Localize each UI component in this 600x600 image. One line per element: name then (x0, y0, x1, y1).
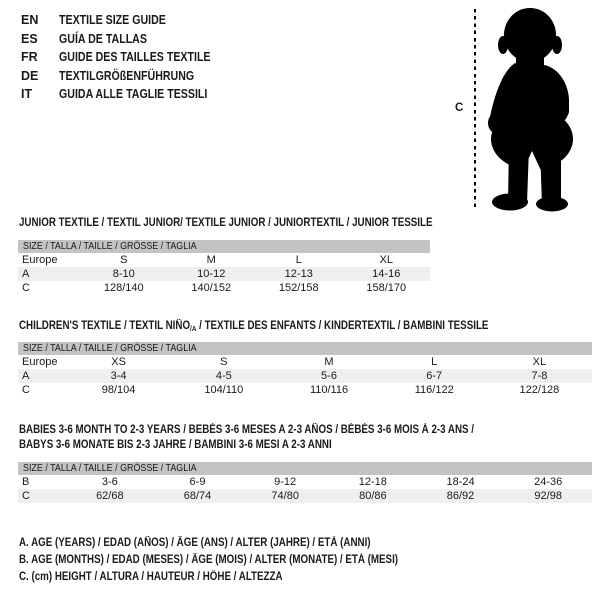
size-header-bar (18, 240, 430, 253)
babies-table-title (19, 423, 554, 453)
size-header-label: SIZE / TALLA / TAILLE / GRÖSSE / TAGLIA (23, 342, 197, 354)
row-label: B (22, 476, 30, 488)
legend-text: B. AGE (MONTHS) / EDAD (MESES) / ÂGE (MOIS) / ALTER (MONATE) / ETÀ (MESI) (19, 554, 399, 566)
table-row-age (18, 369, 592, 383)
size-header-label: SIZE / TALLA / TAILLE / GRÖSSE / TAGLIA (23, 240, 197, 252)
language-code: FR (21, 50, 38, 65)
table-row-height (18, 383, 592, 397)
height-cell: 140/152 (191, 282, 232, 294)
babies-table-title-line2: BABYS 3-6 MONATE BIS 2-3 JAHRE / BAMBINI 3-6 MESI A 2-3 ANNI (19, 439, 332, 451)
table-row-age (18, 267, 430, 281)
size-header-bar (18, 342, 592, 355)
language-label: GUIDE DES TAILLES TEXTILE (59, 50, 211, 65)
row-label: Europe (22, 356, 58, 368)
size-cell: M (324, 356, 334, 368)
row-label: C (22, 384, 30, 396)
title-part: / TEXTILE DES ENFANTS / KINDERTEXTIL / BAMBINI TESSILE (196, 320, 489, 332)
age-cell: 7-8 (531, 370, 548, 382)
table-row-europe (18, 355, 592, 369)
junior-table-title (19, 216, 505, 231)
legend-line-age-years (19, 535, 465, 552)
baby-toddler-silhouette-icon (483, 5, 579, 212)
children-table-title-text (19, 319, 488, 336)
language-row-fr (21, 48, 237, 67)
babies-size-table (18, 462, 592, 503)
legend-text: A. AGE (YEARS) / EDAD (AÑOS) / ÂGE (ANS) / ALTER (JAHRE) / ETÀ (ANNI) (19, 537, 371, 549)
size-header-label: SIZE / TALLA / TAILLE / GRÖSSE / TAGLIA (23, 462, 197, 474)
height-cell: 98/104 (101, 384, 136, 396)
row-label: Europe (22, 254, 58, 266)
height-cell: 62/68 (96, 490, 124, 502)
age-cell: 5-6 (321, 370, 337, 382)
height-cell: 104/110 (204, 384, 244, 396)
language-code: DE (21, 68, 39, 83)
language-label: GUÍA DE TALLAS (59, 31, 147, 46)
table-row-age-months (18, 475, 592, 489)
height-marker-dashed-line (474, 9, 476, 207)
title-part: CHILDREN'S TEXTILE / TEXTIL NIÑO (19, 320, 191, 332)
size-cell: S (120, 254, 128, 266)
children-table-title (19, 319, 571, 336)
babies-table-title-line1: BABIES 3-6 MONTH TO 2-3 YEARS / BEBÉS 3-6 MESES A 2-3 AÑOS / BÉBÉS 3-6 MOIS À 2-3 ANS / (19, 424, 475, 436)
age-cell: 6-7 (426, 370, 443, 382)
age-cell: 3-4 (110, 370, 127, 382)
language-code: ES (21, 31, 38, 46)
height-cell: 152/158 (278, 282, 319, 294)
table-row-height (18, 489, 592, 503)
age-cell: 24-36 (534, 476, 563, 488)
age-cell: 8-10 (112, 268, 135, 280)
age-cell: 12-13 (284, 268, 313, 280)
language-label: TEXTILE SIZE GUIDE (59, 13, 166, 28)
language-row-es (21, 30, 237, 49)
age-cell: 18-24 (446, 476, 475, 488)
height-cell: 86/92 (446, 490, 475, 502)
language-code: EN (21, 13, 39, 28)
size-cell: XS (111, 356, 126, 368)
size-cell: S (220, 356, 228, 368)
age-cell: 3-6 (101, 476, 118, 488)
size-cell: XL (532, 356, 547, 368)
legend-line-age-months (19, 552, 465, 569)
height-cell: 68/74 (183, 490, 212, 502)
language-code: IT (21, 87, 33, 102)
children-size-table (18, 342, 592, 397)
legend (19, 535, 465, 586)
age-cell: 10-12 (197, 268, 226, 280)
legend-text: C. (cm) HEIGHT / ALTURA / HAUTEUR / HÖHE / ALTEZZA (19, 571, 283, 583)
language-header (21, 11, 237, 104)
row-label: A (22, 370, 30, 382)
table-row-europe (18, 253, 430, 267)
row-label: C (22, 282, 30, 294)
language-row-en (21, 11, 237, 30)
size-cell: L (295, 254, 302, 266)
size-cell: L (431, 356, 438, 368)
language-row-de (21, 67, 237, 86)
junior-table-title-text: JUNIOR TEXTILE / TEXTIL JUNIOR/ TEXTILE JUNIOR / JUNIORTEXTIL / JUNIOR TESSILE (19, 217, 433, 229)
language-label: TEXTILGRÖßENFÜHRUNG (59, 68, 195, 83)
height-cell: 74/80 (271, 490, 299, 502)
height-cell: 116/122 (414, 384, 454, 396)
table-row-height (18, 281, 430, 295)
height-cell: 110/116 (309, 384, 349, 396)
height-cell: 158/170 (366, 282, 407, 294)
language-row-it (21, 85, 237, 104)
height-cell: 92/98 (534, 490, 562, 502)
age-cell: 14-16 (372, 268, 401, 280)
age-cell: 6-9 (189, 476, 206, 488)
age-cell: 12-18 (358, 476, 387, 488)
size-header-bar (18, 462, 592, 475)
row-label: A (22, 268, 30, 280)
age-cell: 4-5 (215, 370, 232, 382)
height-cell: 128/140 (103, 282, 144, 294)
language-label: GUIDA ALLE TAGLIE TESSILI (59, 87, 208, 102)
height-cell: 122/128 (519, 384, 560, 396)
height-marker-label: C (455, 102, 464, 114)
junior-size-table (18, 240, 430, 295)
size-cell: M (206, 254, 216, 266)
title-subscript: /A (190, 324, 197, 333)
row-label: C (22, 490, 30, 502)
height-cell: 80/86 (359, 490, 387, 502)
legend-line-height (19, 569, 465, 586)
age-cell: 9-12 (274, 476, 297, 488)
size-cell: XL (379, 254, 393, 266)
